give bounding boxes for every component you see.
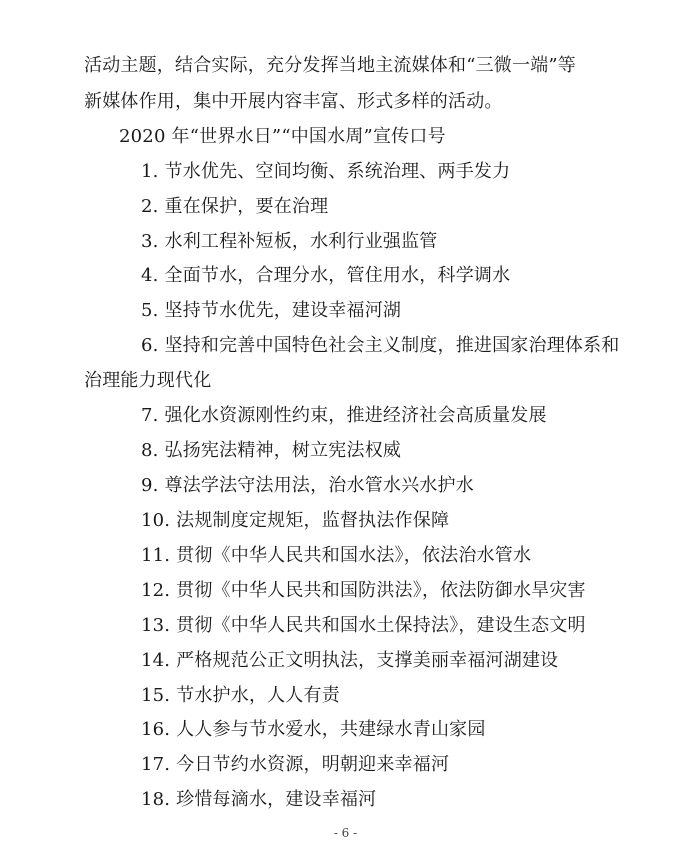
slogan-item: 9. 尊法学法守法用法，治水管水兴水护水 bbox=[141, 475, 474, 496]
slogan-item: 4. 全面节水，合理分水，管住用水，科学调水 bbox=[141, 265, 511, 286]
section-title: 2020 年“世界水日”“中国水周”宣传口号 bbox=[119, 126, 446, 147]
slogan-item: 3. 水利工程补短板，水利行业强监管 bbox=[141, 231, 438, 252]
page-number: - 6 - bbox=[333, 826, 358, 840]
slogan-item: 17. 今日节约水资源，明朝迎来幸福河 bbox=[141, 754, 450, 775]
slogan-item: 2. 重在保护，要在治理 bbox=[141, 196, 329, 217]
slogan-item: 11. 贯彻《中华人民共和国水法》，依法治水管水 bbox=[141, 545, 532, 566]
slogan-item: 13. 贯彻《中华人民共和国水土保持法》，建设生态文明 bbox=[141, 615, 586, 636]
slogan-item: 1. 节水优先、空间均衡、系统治理、两手发力 bbox=[141, 161, 511, 182]
slogan-item: 10. 法规制度定规矩，监督执法作保障 bbox=[141, 510, 450, 531]
slogan-item: 15. 节水护水，人人有责 bbox=[141, 685, 340, 706]
slogan-item: 5. 坚持节水优先，建设幸福河湖 bbox=[141, 300, 402, 321]
slogan-item: 12. 贯彻《中华人民共和国防洪法》，依法防御水旱灾害 bbox=[141, 580, 586, 601]
slogan-item: 7. 强化水资源刚性约束，推进经济社会高质量发展 bbox=[141, 405, 547, 426]
slogan-item: 6. 坚持和完善中国特色社会主义制度，推进国家治理体系和 bbox=[141, 335, 620, 356]
slogan-item: 18. 珍惜每滴水，建设幸福河 bbox=[141, 789, 377, 810]
slogan-item: 8. 弘扬宪法精神，树立宪法权威 bbox=[141, 440, 402, 461]
slogan-item-continuation: 治理能力现代化 bbox=[84, 370, 212, 391]
slogan-item: 16. 人人参与节水爱水，共建绿水青山家园 bbox=[141, 719, 486, 740]
intro-line-1: 活动主题，结合实际，充分发挥当地主流媒体和“三微一端”等 bbox=[84, 55, 577, 76]
intro-line-2: 新媒体作用，集中开展内容丰富、形式多样的活动。 bbox=[84, 91, 503, 112]
slogan-item: 14. 严格规范公正文明执法，支撑美丽幸福河湖建设 bbox=[141, 650, 559, 671]
